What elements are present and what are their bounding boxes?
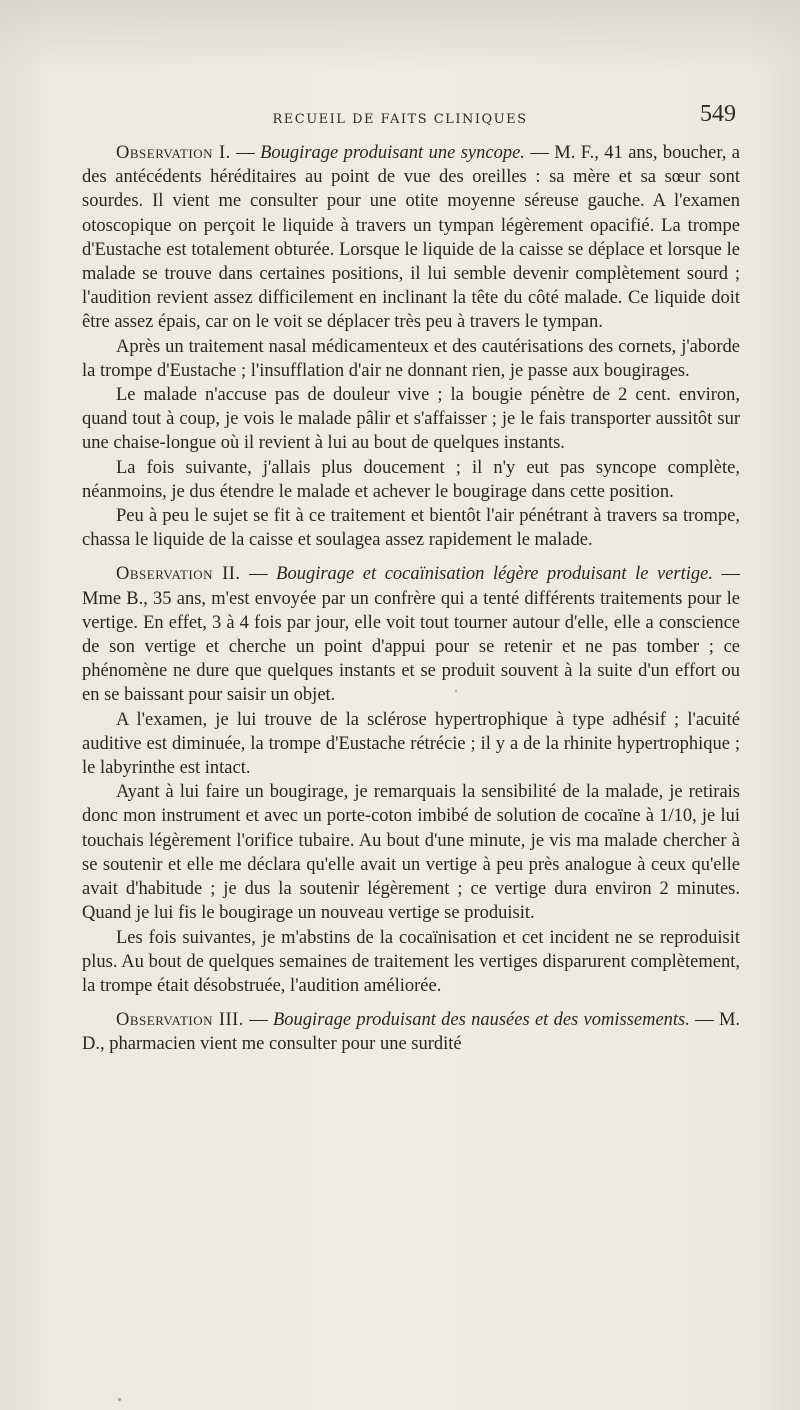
observation-2-paragraph: Ayant à lui faire un bougirage, je remarquais la sensibilité de la malade, je retirais donc mon instrument et avec un porte-coton imbibé de solution de cocaïne à 1/10, je lui touchais légèrement l'orifice tubaire. Au bout d'une minute, je vis ma malade chercher à se soutenir et elle me déclara qu'elle avait un vertige à peu près analogue à ceux qu'elle avait d'habitude ; je dus la soutenir légèrement ; ce vertige dura environ 2 minutes. Quand je lui fis le bougirage un nouveau vertige se produisit.: [82, 782, 740, 924]
observation-1-paragraph: Peu à peu le sujet se fit à ce traitement et bientôt l'air pénétrant à travers sa trompe, chassa le liquide de la caisse et soulagea assez rapidement le malade.: [82, 506, 740, 551]
body-text: [82, 141, 740, 1057]
observation-3-title: Bougirage produisant des nausées et des vomissements.: [273, 1010, 690, 1031]
observation-1-paragraph: La fois suivante, j'allais plus doucement ; il n'y eut pas syncope complète, néanmoins, je dus étendre le malade et achever le bougirage dans cette position.: [82, 457, 740, 502]
observation-3-label: Observation III.: [116, 1010, 244, 1031]
observation-2-intro: Observation II. — Bougirage et cocaïnisation légère produisant le vertige. — Mme B., 35 ans, m'est envoyée par un confrère qui a tenté différents traitements pour le vertige. En effet, 3 à 4 fois par jour, elle voit tout tourner autour d'elle, elle a conscience de son vertige et cherche un point d'appui pour se retenir et ne pas tomber ; ce phénomène ne dure que quelques instants et se produit souvent à la suite d'un effort ou en se baissant pour saisir un objet.: [82, 564, 741, 706]
scan-speck: [118, 1398, 121, 1401]
observation-1-intro: Observation I. — Bougirage produisant une syncope. — M. F., 41 ans, boucher, a des antécédents héréditaires au point de vue des oreilles : sa mère et sa sœur sont sourdes. Il vient me consulter pour une otite moyenne séreuse gauche. A l'examen otoscopique on perçoit le liquide à travers un tympan légèrement opacifié. La trompe d'Eustache est totalement obturée. Lorsque le liquide de la caisse se déplace et lorsque le malade se trouve dans certaines positions, il lui semble devenir complètement sourd ; l'audition revient assez difficilement en inclinant la tête du côté malade. Ce liquide doit être assez épais, car on le voit se déplacer très peu à travers le tympan.: [82, 143, 741, 333]
observation-2-paragraph: Mme B., 35 ans, m'est envoyée par un confrère qui a tenté différents traitements pour le vertige. En effet, 3 à 4 fois par jour, elle voit tout tourner autour d'elle, elle a conscience de son vertige et cherche un point d'appui pour se retenir et ne pas tomber ; ce phénomène ne dure que quelques instants et se produit souvent à la suite d'un effort ou en se baissant pour saisir un objet.: [82, 588, 740, 706]
scan-shadow: [0, 0, 800, 70]
observation-3-intro: Observation III. — Bougirage produisant des nausées et des vomissements. — M. D., pharmacien vient me consulter pour une surdité: [82, 1010, 741, 1055]
observation-1-title: Bougirage produisant une syncope.: [260, 143, 525, 163]
observation-2-paragraph: Les fois suivantes, je m'abstins de la cocaïnisation et cet incident ne se reproduisit plus. Au bout de quelques semaines de traitement les vertiges disparurent complètement, la trompe était désobstruée, l'audition améliorée.: [82, 927, 740, 996]
observation-1-paragraph: Le malade n'accuse pas de douleur vive ; la bougie pénètre de 2 cent. environ, quand tout à coup, je vois le malade pâlir et s'affaisser ; je le fais transporter aussitôt sur une chaise-longue où il revient à lui au bout de quelques instants.: [82, 385, 740, 454]
running-header: RECUEIL DE FAITS CLINIQUES: [272, 112, 528, 127]
page-number: 549: [700, 101, 736, 127]
scan-speck: [455, 690, 457, 692]
observation-1-paragraph: M. F., 41 ans, boucher, a des antécédents héréditaires au point de vue des oreilles : sa mère et sa sœur sont sourdes. Il vient me consulter pour une otite moyenne séreuse gauche. A l'examen otoscopique on perçoit le liquide à travers un tympan légèrement opacifié. La trompe d'Eustache est totalement obturée. Lorsque le liquide de la caisse se déplace et lorsque le malade se trouve dans certaines positions, il lui semble devenir complètement sourd ; l'audition revient assez difficilement en inclinant la tête du côté malade. Ce liquide doit être assez épais, car on le voit se déplacer très peu à travers le tympan.: [82, 143, 741, 333]
observation-2-title: Bougirage et cocaïnisation légère produisant le vertige.: [276, 564, 713, 585]
observation-2-paragraph: A l'examen, je lui trouve de la sclérose hypertrophique à type adhésif ; l'acuité auditive est diminuée, la trompe d'Eustache rétrécie ; il y a de la rhinite hypertrophique ; le labyrinthe est intact.: [82, 709, 740, 779]
observation-2-label: Observation II.: [116, 564, 241, 585]
observation-1-label: Observation I.: [116, 143, 231, 163]
observation-3-paragraph: M. D., pharmacien vient me consulter pour une surdité: [82, 1010, 741, 1055]
observation-1-paragraph: Après un traitement nasal médicamenteux et des cautérisations des cornets, j'aborde la trompe d'Eustache ; l'insufflation d'air ne donnant rien, je passe aux bougirages.: [82, 336, 740, 381]
